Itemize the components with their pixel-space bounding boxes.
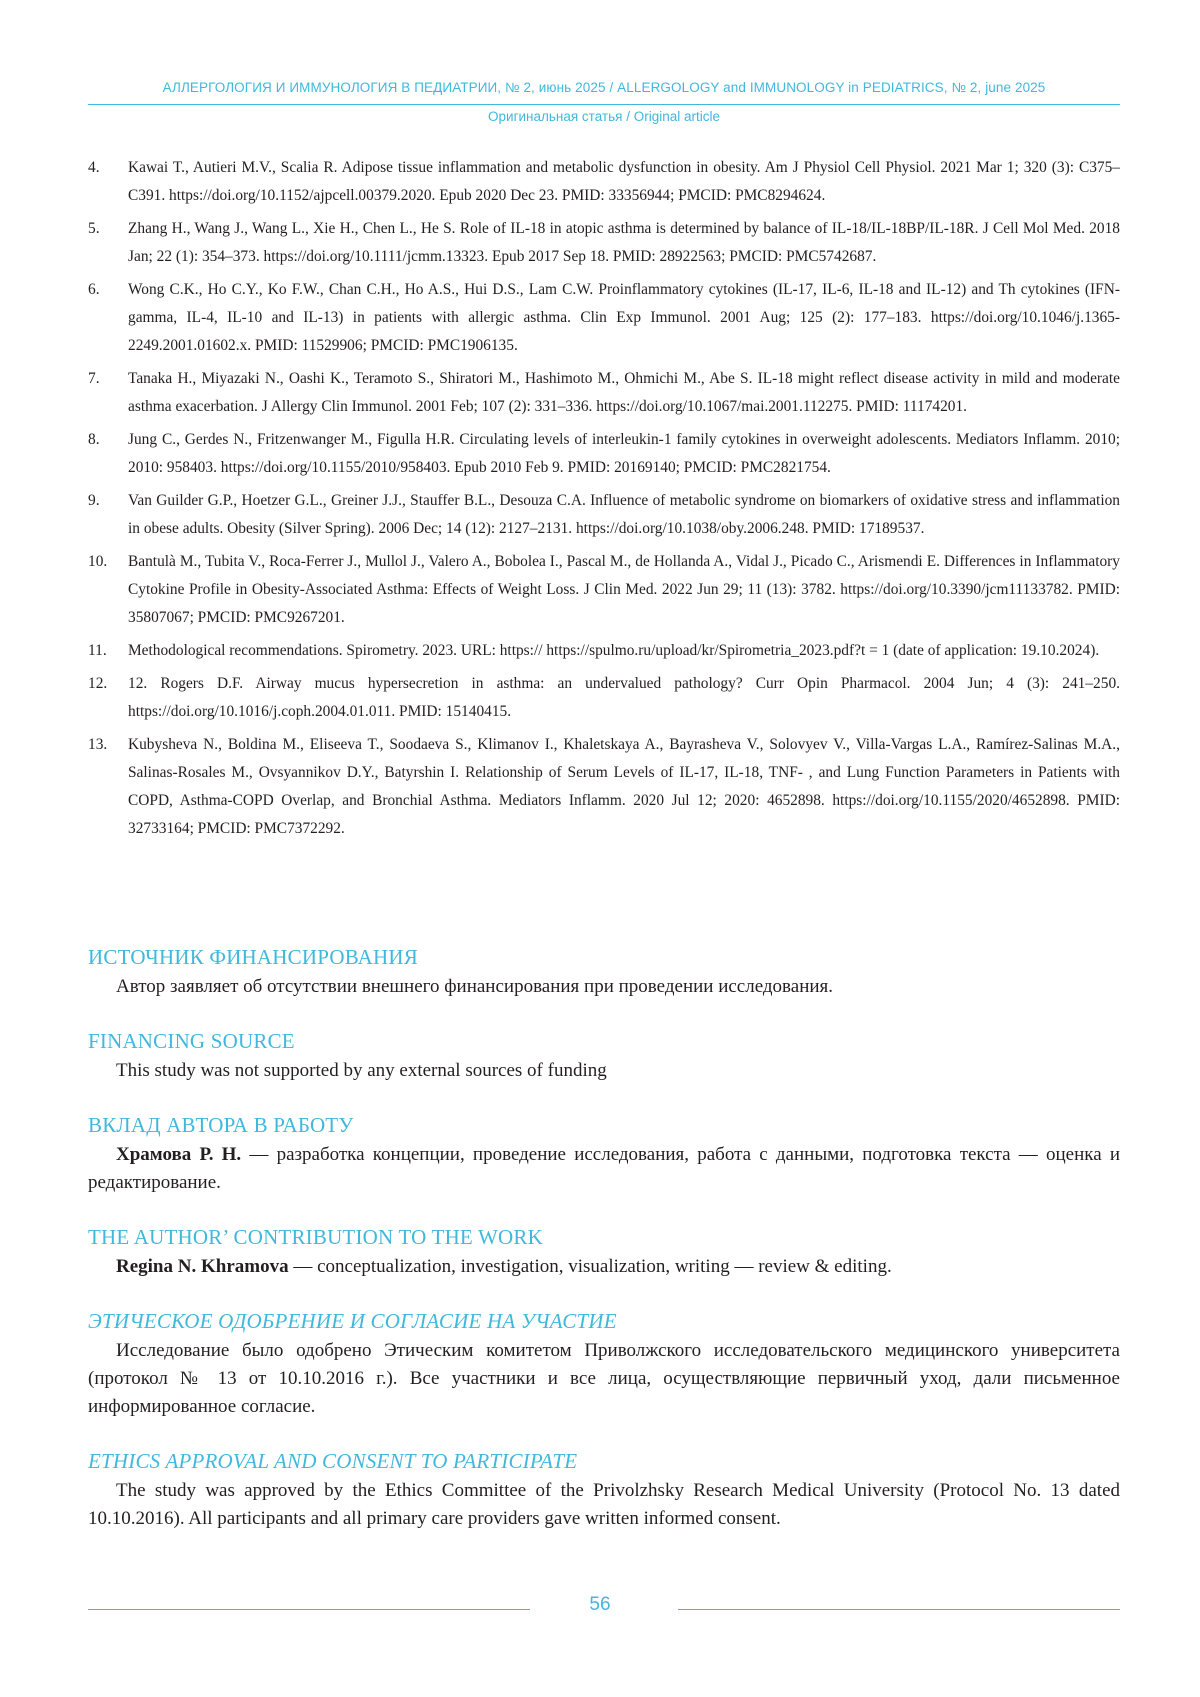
contribution-en-author: Regina N. Khramova	[116, 1256, 289, 1277]
reference-item	[88, 154, 1120, 210]
ethics-en-heading: ETHICS APPROVAL AND CONSENT TO PARTICIPATE	[88, 1449, 578, 1473]
article-type-label: Оригинальная статья / Original article	[488, 109, 720, 124]
reference-text: 12. Rogers D.F. Airway mucus hypersecretion in asthma: an undervalued pathology? Curr Opin Pharmacol. 2004 Jun; 4 (3): 241–250. https://doi.org/10.1016/j.coph.2004.01.011. PMID: 15140415.	[128, 675, 1120, 720]
contribution-ru-text	[88, 1141, 1120, 1197]
funding-ru-section	[88, 944, 1120, 1001]
reference-number: 7.	[88, 370, 100, 387]
contribution-en-heading: THE AUTHOR’ CONTRIBUTION TO THE WORK	[88, 1225, 543, 1249]
reference-list	[88, 154, 1120, 848]
funding-ru-heading: ИСТОЧНИК ФИНАНСИРОВАНИЯ	[88, 945, 418, 969]
reference-number: 11.	[88, 642, 107, 659]
contribution-ru-description: — разработка концепции, проведение исследования, работа с данными, подготовка текста — оценка и редактирование.	[88, 1144, 1120, 1193]
ethics-ru-text: Исследование было одобрено Этическим комитетом Приволжского исследовательского медицинского университета (протокол № 13 от 10.10.2016 г.). Все участники и все лица, осуществляющие первичный уход, дали письменное информированное согласие.	[88, 1340, 1120, 1417]
reference-item	[88, 426, 1120, 482]
funding-en-section	[88, 1028, 1120, 1085]
reference-text: Jung C., Gerdes N., Fritzenwanger M., Figulla H.R. Circulating levels of interleukin-1 family cytokines in overweight adolescents. Mediators Inflamm. 2010; 2010: 958403. https://doi.org/10.1155/2010/958403. Epub 2010 Feb 9. PMID: 20169140; PMCID: PMC2821754.	[128, 431, 1120, 476]
contribution-en-text	[88, 1253, 1120, 1281]
reference-number: 13.	[88, 736, 108, 753]
funding-en-text: This study was not supported by any external sources of funding	[116, 1060, 607, 1081]
contribution-ru-section	[88, 1112, 1120, 1197]
reference-number: 6.	[88, 281, 100, 298]
reference-text: Tanaka H., Miyazaki N., Oashi K., Teramoto S., Shiratori M., Hashimoto M., Ohmichi M., Abe S. IL-18 might reflect disease activity in mild and moderate asthma exacerbation. J Allergy Clin Immunol. 2001 Feb; 107 (2): 331–336. https://doi.org/10.1067/mai.2001.112275. PMID: 11174201.	[128, 370, 1120, 415]
running-head: АЛЛЕРГОЛОГИЯ И ИММУНОЛОГИЯ В ПЕДИАТРИИ, № 2, июнь 2025 / ALLERGOLOGY and IMMUNOLOGY in PEDIATRICS, № 2, june 2025	[162, 80, 1046, 95]
reference-item	[88, 548, 1120, 632]
reference-item	[88, 637, 1120, 665]
header-rule	[88, 104, 1120, 105]
reference-text: Methodological recommendations. Spirometry. 2023. URL: https:// https://spulmo.ru/upload/kr/Spirometria_2023.pdf?t = 1 (date of application: 19.10.2024).	[128, 642, 1100, 659]
reference-number: 9.	[88, 492, 100, 509]
reference-text: Wong C.K., Ho C.Y., Ko F.W., Chan C.H., Ho A.S., Hui D.S., Lam C.W. Proinflammatory cytokines (IL-17, IL-6, IL-18 and IL-12) and Th cytokines (IFN-gamma, IL-4, IL-10 and IL-13) in patients with allergic asthma. Clin Exp Immunol. 2001 Aug; 125 (2): 177–183. https://doi.org/10.1046/j.1365-2249.2001.01602.x. PMID: 11529906; PMCID: PMC1906135.	[128, 281, 1120, 354]
reference-text: Bantulà M., Tubita V., Roca-Ferrer J., Mullol J., Valero A., Bobolea I., Pascal M., de Hollanda A., Vidal J., Picado C., Arismendi E. Differences in Inflammatory Cytokine Profile in Obesity-Associated Asthma: Effects of Weight Loss. J Clin Med. 2022 Jun 29; 11 (13): 3782. https://doi.org/10.3390/jcm11133782. PMID: 35807067; PMCID: PMC9267201.	[128, 553, 1120, 626]
ethics-en-text: The study was approved by the Ethics Committee of the Privolzhsky Research Medical University (Protocol No. 13 dated 10.10.2016). All participants and all primary care providers gave written informed consent.	[88, 1480, 1120, 1529]
reference-item	[88, 670, 1120, 726]
contribution-en-section	[88, 1224, 1120, 1281]
reference-number: 10.	[88, 553, 108, 570]
contribution-ru-author: Храмова Р. Н.	[116, 1144, 242, 1165]
page-number: 56	[589, 1594, 611, 1615]
contribution-ru-heading: ВКЛАД АВТОРА В РАБОТУ	[88, 1113, 354, 1137]
reference-item	[88, 731, 1120, 843]
reference-text: Kawai T., Autieri M.V., Scalia R. Adipose tissue inflammation and metabolic dysfunction in obesity. Am J Physiol Cell Physiol. 2021 Mar 1; 320 (3): C375–C391. https://doi.org/10.1152/ajpcell.00379.2020. Epub 2020 Dec 23. PMID: 33356944; PMCID: PMC8294624.	[128, 159, 1120, 204]
ethics-ru-section	[88, 1308, 1120, 1421]
reference-number: 8.	[88, 431, 100, 448]
reference-item	[88, 487, 1120, 543]
reference-text: Zhang H., Wang J., Wang L., Xie H., Chen L., He S. Role of IL-18 in atopic asthma is determined by balance of IL-18/IL-18BP/IL-18R. J Cell Mol Med. 2018 Jan; 22 (1): 354–373. https://doi.org/10.1111/jcmm.13323. Epub 2017 Sep 18. PMID: 28922563; PMCID: PMC5742687.	[128, 220, 1120, 265]
reference-item	[88, 276, 1120, 360]
footer-rule-right	[678, 1609, 1120, 1610]
ethics-en-section	[88, 1448, 1120, 1533]
reference-number: 4.	[88, 159, 100, 176]
funding-en-heading: FINANCING SOURCE	[88, 1029, 295, 1053]
contribution-en-description: — conceptualization, investigation, visualization, writing — review & editing.	[288, 1256, 892, 1277]
funding-ru-text: Автор заявляет об отсутствии внешнего финансирования при проведении исследования.	[116, 976, 834, 997]
reference-text: Van Guilder G.P., Hoetzer G.L., Greiner J.J., Stauffer B.L., Desouza C.A. Influence of metabolic syndrome on biomarkers of oxidative stress and inflammation in obese adults. Obesity (Silver Spring). 2006 Dec; 14 (12): 2127–2131. https://doi.org/10.1038/oby.2006.248. PMID: 17189537.	[128, 492, 1120, 537]
ethics-ru-heading: ЭТИЧЕСКОЕ ОДОБРЕНИЕ И СОГЛАСИЕ НА УЧАСТИЕ	[88, 1309, 617, 1333]
reference-item	[88, 215, 1120, 271]
reference-number: 12.	[88, 675, 108, 692]
reference-text: Kubysheva N., Boldina M., Eliseeva T., Soodaeva S., Klimanov I., Khaletskaya A., Bayrasheva V., Solovyev V., Villa-Vargas L.A., Ramírez-Salinas M.A., Salinas-Rosales M., Ovsyannikov D.Y., Batyrshin I. Relationship of Serum Levels of IL-17, IL-18, TNF- , and Lung Function Parameters in Patients with COPD, Asthma-COPD Overlap, and Bronchial Asthma. Mediators Inflamm. 2020 Jul 12; 2020: 4652898. https://doi.org/10.1155/2020/4652898. PMID: 32733164; PMCID: PMC7372292.	[128, 736, 1120, 837]
reference-item	[88, 365, 1120, 421]
reference-number: 5.	[88, 220, 100, 237]
